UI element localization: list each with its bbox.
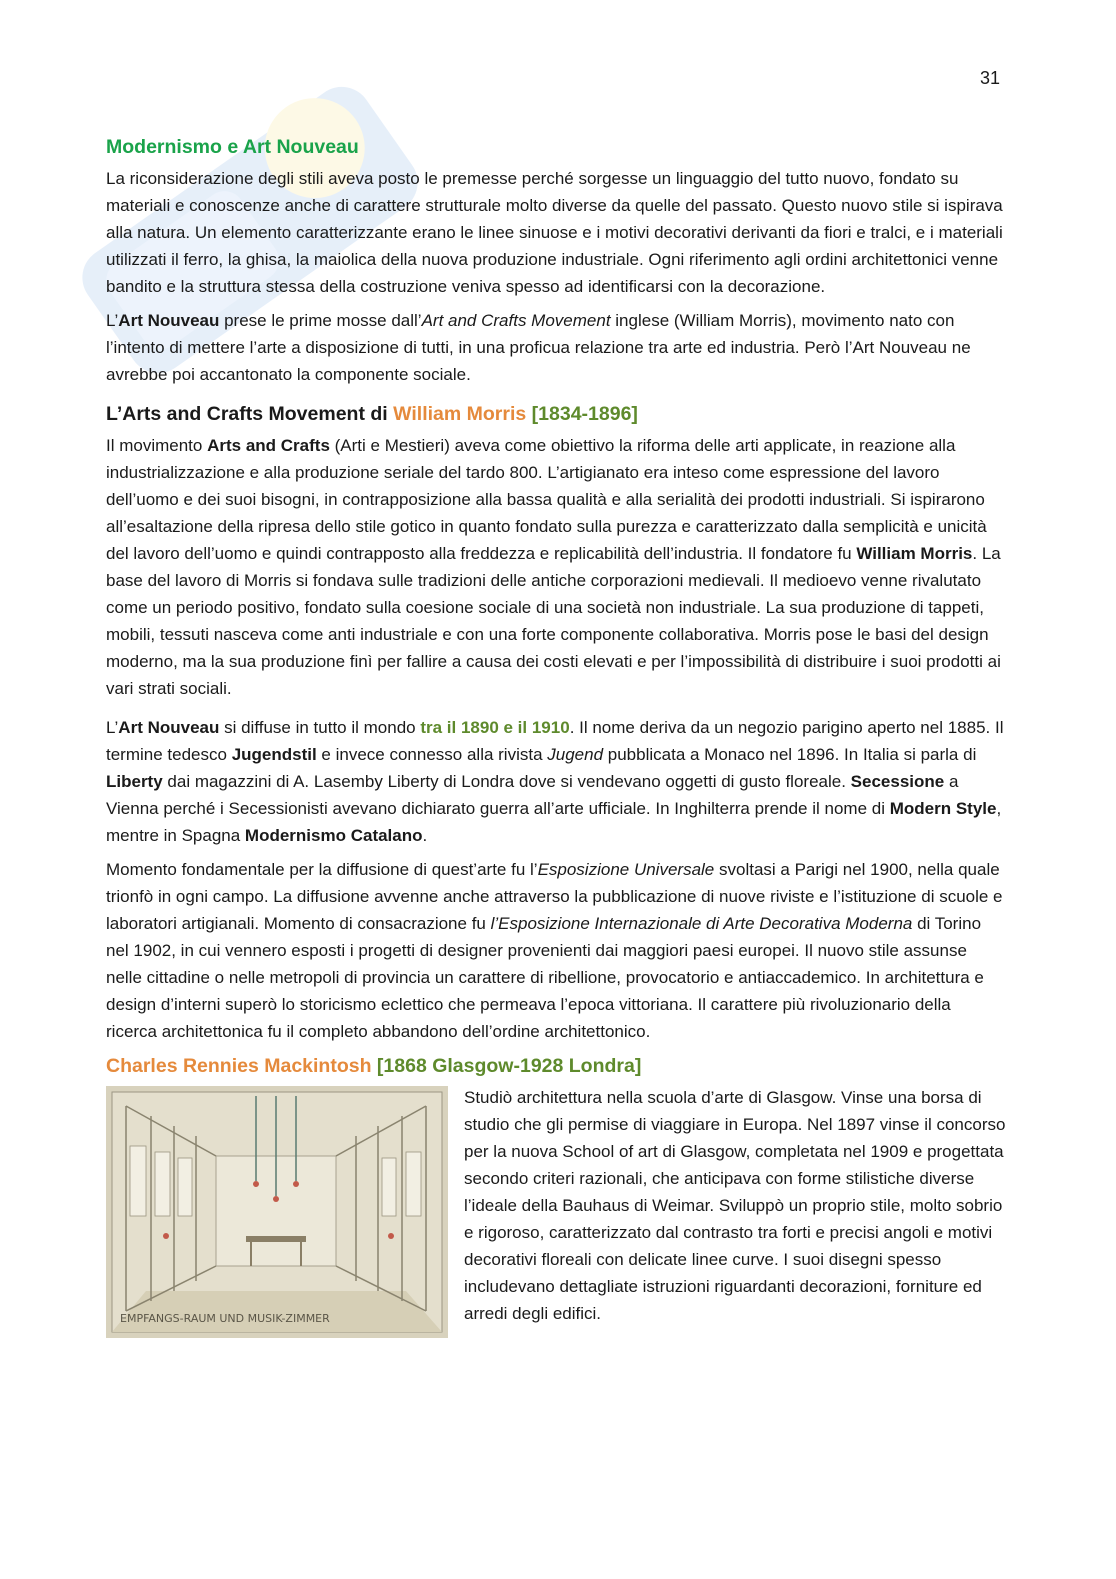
- section-title-modernismo: Modernismo e Art Nouveau: [106, 136, 359, 158]
- mackintosh-interior-drawing: [106, 1086, 448, 1338]
- mackintosh-bio-text: Studiò architettura nella scuola d’arte di Glasgow. Vinse una borsa di studio che gli permise di viaggiare in Europa. Nel 1897 vinse il concorso per la nuova School of art di Glasgow, completata nel 1909 e progettata secondo criteri razionali, che anticipava con forme stilistiche diverse l’ideale della Bauhaus di Weimar. Sviluppò un proprio stile, molto sobrio e rigoroso, caratterizzato dal contrasto tra forti e precisi angoli e motivi decorativi floreali con delicate linee curve. I suoi disegni spesso includevano dettagliate istruzioni riguardanti decorazioni, forniture ed arredi degli edifici.: [464, 1088, 1006, 1323]
- mackintosh-bio: [106, 1084, 1006, 1338]
- drawing-caption: EMPFANGS-RAUM UND MUSIK-ZIMMER: [120, 1312, 330, 1325]
- paragraph: Il movimento Arts and Crafts (Arti e Mestieri) aveva come obiettivo la riforma delle arti applicate, in reazione alla industrializzazione e alla produzione seriale del tardo 800. L’artigianato era inteso come espressione del lavoro dell’uomo e dei suoi bisogni, in contrapposizione alla bassa qualità e alla serialità dei prodotti industriali. Si ispirarono all’esaltazione della ripresa dello stile gotico in quanto fondato sulla purezza e caratterizzato dalla semplicità e unicità del lavoro dell’uomo e quindi contrapposto alla freddezza e replicabilità dell’industria. Il fondatore fu William Morris. La base del lavoro di Morris si fondava sulle tradizioni delle antiche corporazioni medievali. Il medioevo venne rivalutato come un periodo positivo, fondato sulla coesione sociale di una società non industriale. La sua produzione di tappeti, mobili, tessuti nasceva come anti industriale e con una forte componente collaborativa. Morris pose le basi del design moderno, ma la sua produzione finì per fallire a causa dei costi elevati e per l’impossibilità di distribuire i suoi prodotti ai vari strati sociali.: [106, 436, 1001, 698]
- paragraph: L’Art Nouveau prese le prime mosse dall’Art and Crafts Movement inglese (William Morris), movimento nato con l’intento di mettere l’arte a disposizione di tutti, in una proficua relazione tra arte ed industria. Però l’Art Nouveau ne avrebbe poi accantonato la componente sociale.: [106, 311, 971, 384]
- section-title-arts-and-crafts: L’Arts and Crafts Movement di William Morris [1834-1896]: [106, 403, 638, 425]
- document-body: [106, 133, 1006, 1338]
- paragraph: L’Art Nouveau si diffuse in tutto il mondo tra il 1890 e il 1910. Il nome deriva da un negozio parigino aperto nel 1885. Il termine tedesco Jugendstil e invece connesso alla rivista Jugend pubblicata a Monaco nel 1896. In Italia si parla di Liberty dai magazzini di A. Lasemby Liberty di Londra dove si vendevano oggetti di gusto floreale. Secessione a Vienna perché i Secessionisti avevano dichiarato guerra all’arte ufficiale. In Inghilterra prende il nome di Modern Style, mentre in Spagna Modernismo Catalano.: [106, 718, 1004, 845]
- page-number: 31: [980, 68, 1001, 88]
- paragraph: Momento fondamentale per la diffusione di quest’arte fu l’Esposizione Universale svoltasi a Parigi nel 1900, nella quale trionfò in ogni campo. La diffusione avvenne anche attraverso la pubblicazione di nuove riviste e l’istituzione di scuole e laboratori artigianali. Momento di consacrazione fu l’Esposizione Internazionale di Arte Decorativa Moderna di Torino nel 1902, in cui vennero esposti i progetti di designer provenienti dai maggiori paesi europei. Il nuovo stile assunse nelle cittadine o nelle metropoli di provincia un carattere di ribellione, provocatorio e antiaccademico. In architettura e design d’interni superò lo storicismo eclettico che permeava l’epoca vittoriana. Il carattere più rivoluzionario della ricerca architettonica fu il completo abbandono dell’ordine architettonico.: [106, 860, 1003, 1041]
- section-title-mackintosh: Charles Rennies Mackintosh [1868 Glasgow-1928 Londra]: [106, 1055, 642, 1077]
- paragraph: La riconsiderazione degli stili aveva posto le premesse perché sorgesse un linguaggio del tutto nuovo, fondato su materiali e conoscenze anche di carattere strutturale molto diverse da quelle del passato. Questo nuovo stile si ispirava alla natura. Un elemento caratterizzante erano le linee sinuose e i motivi decorativi derivanti da fiori e tralci, e i materiali utilizzati il ferro, la ghisa, la maiolica della nuova produzione industriale. Ogni riferimento agli ordini architettonici venne bandito e la struttura stessa della costruzione veniva spesso ad identificarsi con la decorazione.: [106, 169, 1003, 296]
